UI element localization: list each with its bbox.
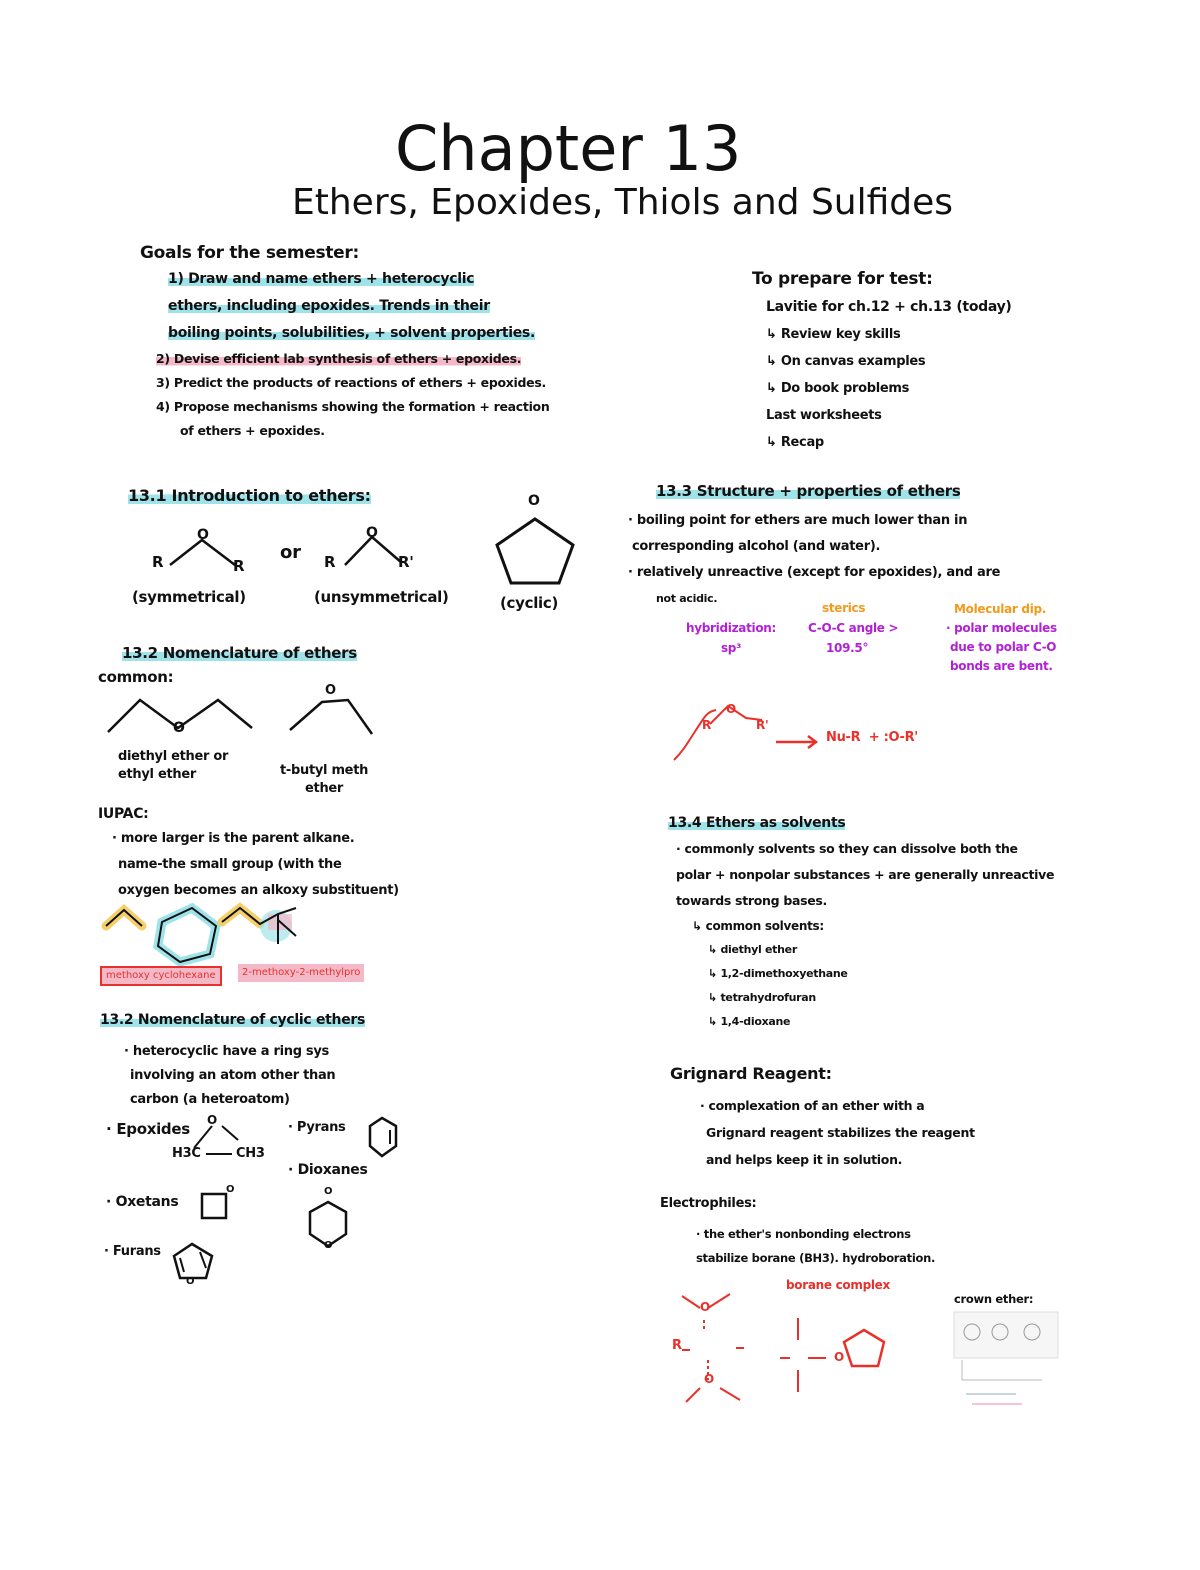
goal-line: 3) Predict the products of reactions of ethers + epoxides. bbox=[156, 375, 546, 390]
section-13-1-heading: 13.1 Introduction to ethers: bbox=[128, 486, 371, 505]
section-13-2-heading: 13.2 Nomenclature of ethers bbox=[122, 644, 357, 662]
goal-line: ethers, including epoxides. Trends in their bbox=[168, 298, 490, 314]
pyran-structure bbox=[364, 1114, 404, 1164]
methoxy-methylpropane-label: 2-methoxy-2-methylpro bbox=[238, 964, 364, 982]
iupac-label: IUPAC: bbox=[98, 806, 149, 822]
electrophiles-description: · the ether's nonbonding electrons stabilize borane (BH3). hydroboration. bbox=[696, 1227, 936, 1265]
common-solvents: ↳ common solvents: ↳ diethyl ether ↳ 1,2-dimethoxyethane ↳ tetrahydrofuran ↳ 1,4-dioxane bbox=[692, 919, 848, 1028]
o-label: O bbox=[197, 527, 209, 543]
r-label: R bbox=[324, 553, 336, 571]
o-label: O bbox=[173, 720, 185, 736]
ether-properties: · boiling point for ethers are much lower than in corresponding alcohol (and water). · relatively unreactive (except for epoxides), and are not acidic. bbox=[628, 513, 1001, 605]
or-label: or bbox=[280, 542, 301, 563]
grignard-complex-structure bbox=[660, 1280, 770, 1430]
goal-line: 4) Propose mechanisms showing the formation + reaction bbox=[156, 399, 550, 414]
section-13-3-heading: 13.3 Structure + properties of ethers bbox=[656, 482, 961, 500]
cyclic-ether-ring bbox=[493, 505, 583, 590]
pyrans-label: · Pyrans bbox=[288, 1120, 346, 1135]
page-title: Chapter 13 bbox=[395, 112, 742, 185]
grignard-description: · complexation of an ether with a Grignard reagent stabilizes the reagent and helps keep it in solution. bbox=[700, 1098, 975, 1167]
solvent-description: · commonly solvents so they can dissolve both the polar + nonpolar substances + are generally unreactive towards strong bases. bbox=[676, 841, 1055, 908]
goals-block bbox=[140, 240, 700, 443]
o-label: O bbox=[324, 1186, 333, 1197]
grignard-r-label: R bbox=[672, 1338, 682, 1353]
borane-complex-structure bbox=[760, 1300, 900, 1410]
diethyl-ether-label: diethyl ether or ethyl ether bbox=[118, 749, 229, 782]
h3c-label: H3C bbox=[172, 1146, 201, 1161]
prepare-item: ↳ On canvas examples bbox=[766, 354, 926, 369]
ch3-label: CH3 bbox=[236, 1146, 265, 1161]
crown-ether-label: crown ether: bbox=[954, 1292, 1034, 1306]
methoxy-cyclohexane-label: methoxy cyclohexane bbox=[100, 966, 222, 986]
heterocyclic-description: · heterocyclic have a ring sys involving an atom other than carbon (a heteroatom) bbox=[124, 1044, 336, 1107]
furan-structure bbox=[170, 1238, 220, 1288]
goal-line: of ethers + epoxides. bbox=[180, 423, 325, 438]
o-label: O bbox=[226, 1184, 235, 1195]
o-label: O bbox=[325, 683, 336, 698]
prepare-item: Last worksheets bbox=[766, 408, 882, 423]
r-label: R bbox=[152, 553, 164, 571]
o-label: O bbox=[324, 1240, 333, 1251]
section-13-4-heading: 13.4 Ethers as solvents bbox=[668, 815, 846, 831]
crown-ether-diagram bbox=[952, 1310, 1062, 1410]
molecular-dipole-note: Molecular dip. · polar molecules due to polar C-O bonds are bent. bbox=[946, 602, 1057, 673]
grignard-o-label: O bbox=[700, 1300, 710, 1314]
reaction-r-prime-label: R' bbox=[756, 718, 769, 732]
reaction-products: Nu-R + :O-R' bbox=[826, 730, 918, 745]
o-label: O bbox=[207, 1113, 217, 1127]
page-subtitle: Ethers, Epoxides, Thiols and Sulfides bbox=[292, 182, 954, 223]
reaction-r-label: R bbox=[702, 718, 711, 732]
section-cyclic-heading: 13.2 Nomenclature of cyclic ethers bbox=[100, 1012, 366, 1028]
furans-label: · Furans bbox=[104, 1244, 161, 1259]
o-label: O bbox=[528, 493, 540, 509]
prepare-block bbox=[752, 264, 1012, 456]
goal-line: 2) Devise efficient lab synthesis of ethers + epoxides. bbox=[156, 351, 522, 366]
o-label: O bbox=[366, 525, 378, 541]
unsymmetrical-label: (unsymmetrical) bbox=[314, 588, 449, 606]
iupac-example-structures bbox=[100, 900, 400, 970]
grignard-heading: Grignard Reagent: bbox=[670, 1064, 832, 1083]
goal-line: boiling points, solubilities, + solvent properties. bbox=[168, 325, 535, 341]
symmetrical-label: (symmetrical) bbox=[132, 588, 246, 606]
prepare-item: Lavitie for ch.12 + ch.13 (today) bbox=[766, 299, 1012, 315]
sterics-note: sterics C-O-C angle > 109.5° bbox=[808, 601, 899, 655]
prepare-heading: To prepare for test: bbox=[752, 269, 933, 289]
common-label: common: bbox=[98, 668, 174, 686]
o-label: O bbox=[186, 1276, 195, 1287]
r-label: R bbox=[233, 557, 245, 575]
common-ether-structures bbox=[100, 690, 390, 750]
prepare-item: ↳ Do book problems bbox=[766, 381, 910, 396]
goal-line: 1) Draw and name ethers + heterocyclic bbox=[168, 271, 475, 287]
borane-o-label: O bbox=[834, 1350, 844, 1364]
oxetans-label: · Oxetans bbox=[106, 1194, 179, 1210]
hybridization-note: hybridization: sp³ bbox=[686, 621, 777, 655]
prepare-item: ↳ Recap bbox=[766, 435, 824, 450]
epoxides-label: · Epoxides bbox=[106, 1120, 190, 1138]
iupac-rules: · more larger is the parent alkane. name-the small group (with the oxygen becomes an alkoxy substituent) bbox=[112, 831, 399, 898]
electrophiles-heading: Electrophiles: bbox=[660, 1196, 757, 1211]
cyclic-label: (cyclic) bbox=[500, 594, 559, 612]
dioxanes-label: · Dioxanes bbox=[288, 1162, 368, 1178]
prepare-item: ↳ Review key skills bbox=[766, 327, 901, 342]
reaction-o-label: O bbox=[726, 702, 736, 716]
tbutyl-ether-label: t-butyl meth ether bbox=[280, 763, 369, 796]
goals-heading: Goals for the semester: bbox=[140, 243, 359, 263]
r-prime-label: R' bbox=[398, 553, 414, 571]
grignard-o-label: O bbox=[704, 1372, 714, 1386]
borane-complex-label: borane complex bbox=[786, 1278, 890, 1292]
